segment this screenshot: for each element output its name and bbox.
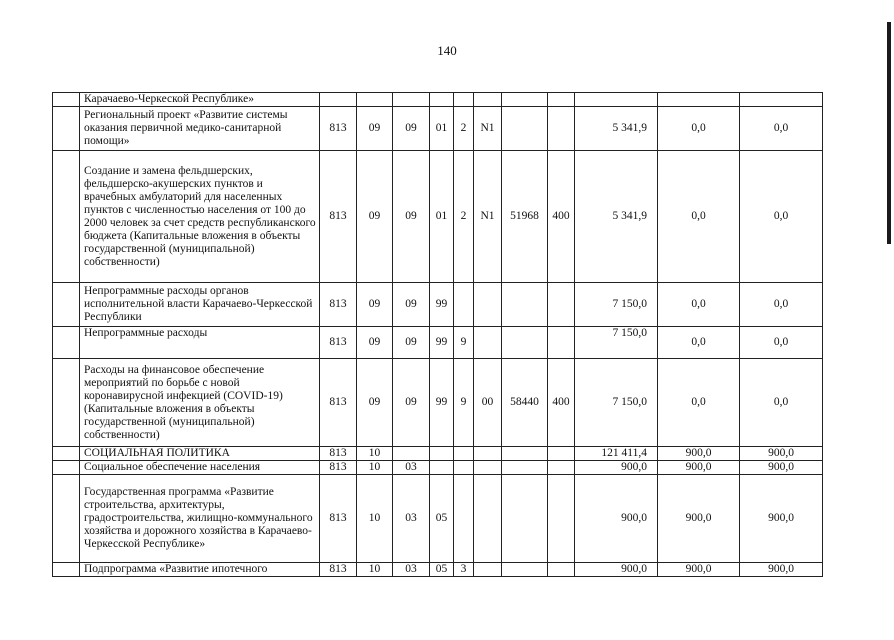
amount-year-1: 5 341,9: [575, 107, 658, 151]
code-project: N1: [474, 151, 502, 283]
code-section: 09: [357, 359, 393, 447]
amount-year-2: 0,0: [658, 107, 740, 151]
code-section: [357, 93, 393, 107]
amount-year-3: 900,0: [740, 563, 823, 577]
row-marker-cell: [53, 107, 80, 151]
code-subsection: 03: [393, 461, 430, 475]
code-subprogram: [454, 283, 474, 327]
row-name: СОЦИАЛЬНАЯ ПОЛИТИКА: [80, 447, 320, 461]
page-number: 140: [437, 43, 457, 58]
code-subsection: 09: [393, 283, 430, 327]
code-ministry: 813: [320, 475, 357, 563]
amount-year-3: [740, 93, 823, 107]
code-section: 10: [357, 563, 393, 577]
code-ministry: 813: [320, 359, 357, 447]
code-project: [474, 563, 502, 577]
code-project: N1: [474, 107, 502, 151]
table-row: [53, 93, 823, 107]
code-direction: [502, 447, 548, 461]
amount-year-2: 0,0: [658, 359, 740, 447]
code-direction: [502, 475, 548, 563]
code-direction: [502, 327, 548, 359]
amount-year-2: 900,0: [658, 475, 740, 563]
code-subprogram: 9: [454, 327, 474, 359]
code-subprogram: 2: [454, 107, 474, 151]
code-section: 10: [357, 461, 393, 475]
code-program: [430, 461, 454, 475]
amount-year-1: 5 341,9: [575, 151, 658, 283]
table-row: [53, 461, 823, 475]
code-direction: [502, 107, 548, 151]
code-direction: [502, 283, 548, 327]
amount-year-2: 900,0: [658, 563, 740, 577]
row-name: Непрограммные расходы органов исполнительной власти Карачаево-Черкесской Республики: [80, 283, 320, 327]
code-ministry: 813: [320, 107, 357, 151]
code-section: 10: [357, 447, 393, 461]
row-marker-cell: [53, 447, 80, 461]
code-direction: 58440: [502, 359, 548, 447]
code-expense-type: [548, 107, 575, 151]
table-row: [53, 107, 823, 151]
amount-year-3: 0,0: [740, 107, 823, 151]
amount-year-1: 7 150,0: [575, 327, 658, 359]
code-program: 01: [430, 151, 454, 283]
row-name: Региональный проект «Развитие системы оказания первичной медико-санитарной помощи»: [80, 107, 320, 151]
amount-year-2: 0,0: [658, 283, 740, 327]
code-project: [474, 327, 502, 359]
code-ministry: 813: [320, 151, 357, 283]
code-subprogram: [454, 475, 474, 563]
code-program: 99: [430, 359, 454, 447]
table-row: [53, 563, 823, 577]
code-expense-type: [548, 93, 575, 107]
code-program: [430, 447, 454, 461]
row-marker-cell: [53, 283, 80, 327]
row-name: Социальное обеспечение населения: [80, 461, 320, 475]
code-direction: [502, 461, 548, 475]
code-subsection: 09: [393, 327, 430, 359]
code-expense-type: 400: [548, 151, 575, 283]
code-ministry: 813: [320, 327, 357, 359]
code-subprogram: [454, 93, 474, 107]
code-project: [474, 447, 502, 461]
code-ministry: 813: [320, 461, 357, 475]
amount-year-1: 121 411,4: [575, 447, 658, 461]
amount-year-1: 900,0: [575, 563, 658, 577]
code-expense-type: [548, 283, 575, 327]
amount-year-3: 900,0: [740, 461, 823, 475]
amount-year-2: 0,0: [658, 151, 740, 283]
row-marker-cell: [53, 93, 80, 107]
code-subsection: 09: [393, 151, 430, 283]
amount-year-1: 7 150,0: [575, 359, 658, 447]
row-name: Подпрограмма «Развитие ипотечного: [80, 563, 320, 577]
code-subprogram: [454, 447, 474, 461]
code-subsection: 09: [393, 107, 430, 151]
code-ministry: 813: [320, 563, 357, 577]
amount-year-1: 900,0: [575, 461, 658, 475]
amount-year-2: 0,0: [658, 327, 740, 359]
scan-edge-mark: [887, 22, 891, 244]
row-name: Непрограммные расходы: [80, 327, 320, 359]
row-marker-cell: [53, 151, 80, 283]
code-project: [474, 475, 502, 563]
code-ministry: 813: [320, 283, 357, 327]
amount-year-3: 900,0: [740, 447, 823, 461]
code-subsection: [393, 93, 430, 107]
table-row: [53, 447, 823, 461]
code-program: 99: [430, 283, 454, 327]
code-project: 00: [474, 359, 502, 447]
table-row: [53, 327, 823, 359]
code-section: 09: [357, 283, 393, 327]
code-subprogram: 9: [454, 359, 474, 447]
row-marker-cell: [53, 563, 80, 577]
code-expense-type: [548, 461, 575, 475]
code-subsection: 09: [393, 359, 430, 447]
code-expense-type: [548, 447, 575, 461]
row-marker-cell: [53, 475, 80, 563]
code-section: 09: [357, 151, 393, 283]
amount-year-3: 0,0: [740, 359, 823, 447]
budget-table: [52, 92, 823, 577]
code-ministry: 813: [320, 447, 357, 461]
code-subsection: [393, 447, 430, 461]
amount-year-3: 0,0: [740, 151, 823, 283]
code-program: 05: [430, 475, 454, 563]
code-subprogram: [454, 461, 474, 475]
code-expense-type: [548, 327, 575, 359]
row-name: Карачаево-Черкеской Республике»: [80, 93, 320, 107]
code-project: [474, 461, 502, 475]
code-subprogram: 2: [454, 151, 474, 283]
code-project: [474, 93, 502, 107]
amount-year-1: 7 150,0: [575, 283, 658, 327]
amount-year-3: 0,0: [740, 283, 823, 327]
table-row: [53, 151, 823, 283]
code-project: [474, 283, 502, 327]
code-section: 09: [357, 107, 393, 151]
code-expense-type: [548, 563, 575, 577]
code-expense-type: 400: [548, 359, 575, 447]
code-program: 05: [430, 563, 454, 577]
row-marker-cell: [53, 327, 80, 359]
amount-year-2: 900,0: [658, 447, 740, 461]
row-name: Создание и замена фельдшерских, фельдшерско-акушерских пунктов и врачебных амбулаторий для населенных пунктов с численностью населения от 100 до 2000 человек за счет средств республиканского бюджета (Капитальные вложения в объекты государственной (муниципальной) собственности): [80, 151, 320, 283]
table-row: [53, 359, 823, 447]
code-ministry: [320, 93, 357, 107]
row-marker-cell: [53, 461, 80, 475]
code-expense-type: [548, 475, 575, 563]
row-name: Расходы на финансовое обеспечение мероприятий по борьбе с новой коронавирусной инфекцией (COVID-19) (Капитальные вложения в объекты государственной (муниципальной) собственности): [80, 359, 320, 447]
code-program: [430, 93, 454, 107]
amount-year-3: 900,0: [740, 475, 823, 563]
code-program: 99: [430, 327, 454, 359]
row-name: Государственная программа «Развитие строительства, архитектуры, градостроительства, жилищно-коммунального хозяйства и дорожного хозяйства в Карачаево-Черкесской Республике»: [80, 475, 320, 563]
amount-year-1: [575, 93, 658, 107]
table-row: [53, 475, 823, 563]
code-program: 01: [430, 107, 454, 151]
code-direction: 51968: [502, 151, 548, 283]
code-subprogram: 3: [454, 563, 474, 577]
code-direction: [502, 563, 548, 577]
code-section: 10: [357, 475, 393, 563]
amount-year-2: [658, 93, 740, 107]
amount-year-2: 900,0: [658, 461, 740, 475]
code-section: 09: [357, 327, 393, 359]
amount-year-1: 900,0: [575, 475, 658, 563]
code-subsection: 03: [393, 563, 430, 577]
code-direction: [502, 93, 548, 107]
code-subsection: 03: [393, 475, 430, 563]
amount-year-3: 0,0: [740, 327, 823, 359]
table-row: [53, 283, 823, 327]
row-marker-cell: [53, 359, 80, 447]
